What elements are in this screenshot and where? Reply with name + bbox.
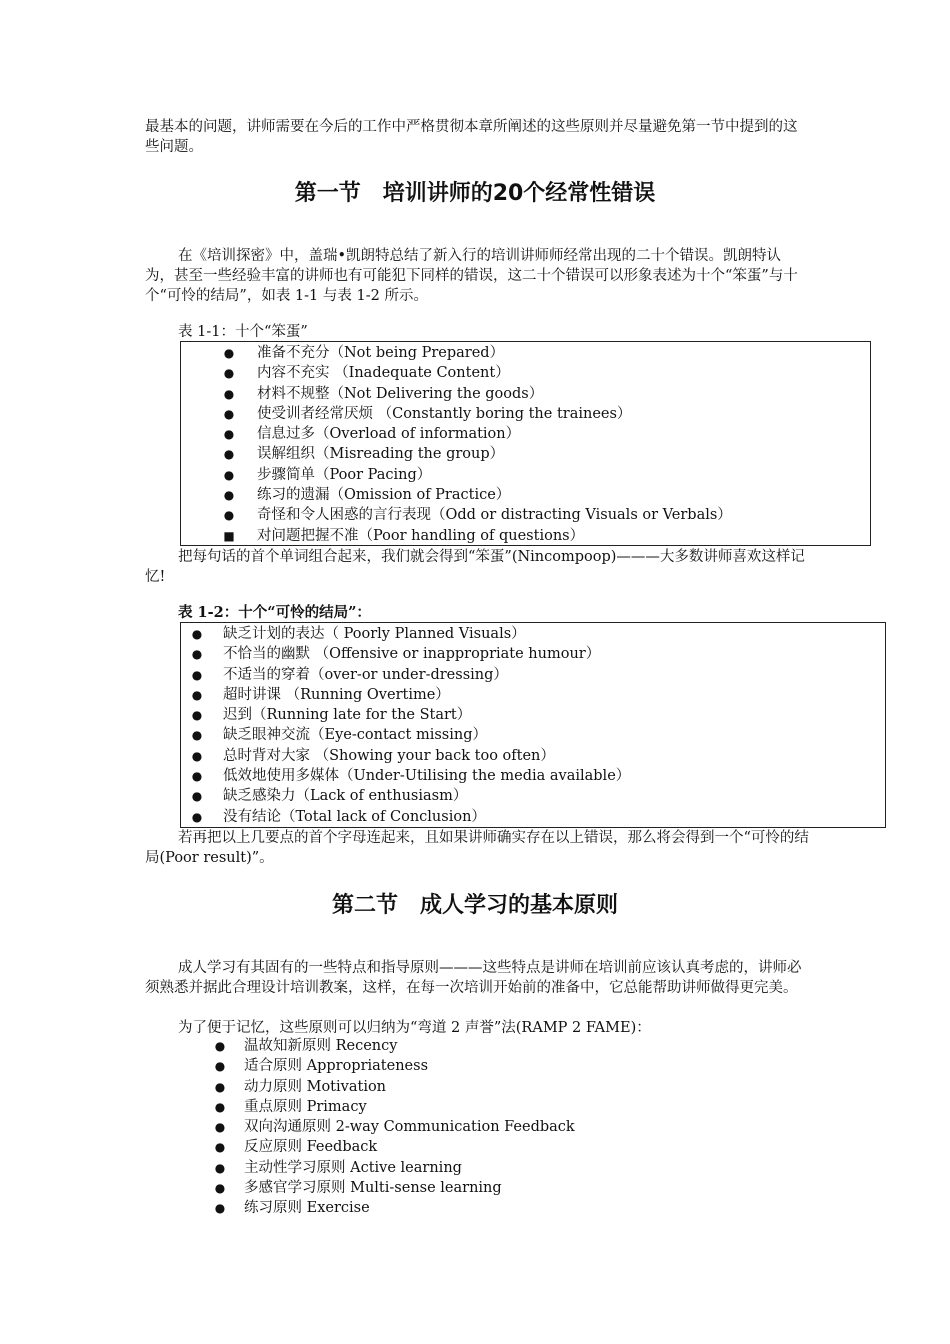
- bullet-icon: ●: [214, 1160, 226, 1175]
- list-item: [181, 485, 870, 505]
- list-item-text: 迟到（Running late for the Start）: [223, 707, 472, 724]
- list-item-text: 不恰当的幽默 （Offensive or inappropriate humour）: [223, 646, 601, 663]
- list-item-text: 缺乏计划的表达（ Poorly Planned Visuals）: [223, 626, 526, 642]
- bullet-icon: ●: [214, 1120, 226, 1135]
- bullet-icon: ●: [223, 346, 235, 360]
- list-item-text: 步骤简单（Poor Pacing）: [257, 466, 432, 483]
- bullet-icon: ●: [223, 386, 235, 401]
- table1-caption: 表 1-1：十个“笨蛋”: [178, 324, 308, 340]
- list-item-text: 动力原则 Motivation: [244, 1078, 387, 1095]
- bullet-icon: ●: [223, 427, 235, 442]
- list-item-text: 重点原则 Primacy: [244, 1098, 367, 1115]
- list-item-text: 温故知新原则 Recency: [244, 1038, 398, 1054]
- table1-box: [180, 341, 871, 546]
- list-item-text: 误解组织（Misreading the group）: [257, 446, 505, 463]
- intro-paragraph: 最基本的问题，讲师需要在今后的工作中严格贯彻本章所阐述的这些原则并尽量避免第一节中提到的这些问题。: [145, 119, 798, 155]
- bullet-icon: ●: [214, 1140, 226, 1155]
- table1-list: [181, 343, 870, 546]
- list-item: [210, 1198, 810, 1218]
- list-item: [181, 505, 870, 525]
- section1-title: 第一节 培训讲师的20个经常性错误: [294, 181, 656, 206]
- table1-note: 把每句话的首个单词组合起来，我们就会得到“笨蛋”(Nincompoop)———大多数讲师喜欢这样记忆!: [145, 549, 805, 585]
- table2-box: [180, 622, 886, 828]
- list-item: [210, 1117, 810, 1137]
- list-item: [181, 786, 885, 806]
- bullet-icon: ●: [214, 1099, 226, 1114]
- list-item-text: 奇怪和令人困惑的言行表现（Odd or distracting Visuals or Verbals）: [257, 507, 732, 524]
- list-item-text: 反应原则 Feedback: [244, 1139, 378, 1156]
- list-item: [181, 444, 870, 464]
- list-item: [181, 665, 885, 685]
- bullet-icon: ●: [191, 748, 203, 763]
- bullet-icon: ●: [191, 708, 203, 723]
- section2-paragraph2: 为了便于记忆，这些原则可以归纳为“弯道 2 声誉”法(RAMP 2 FAME)：: [178, 1020, 651, 1036]
- list-item-text: 多感官学习原则 Multi-sense learning: [244, 1180, 502, 1197]
- bullet-icon: ●: [191, 627, 203, 641]
- bullet-icon: ●: [214, 1039, 226, 1053]
- list-item: [210, 1158, 810, 1178]
- list-item-text: 缺乏眼神交流（Eye-contact missing）: [223, 727, 488, 744]
- list-item: [181, 526, 870, 546]
- bullet-icon: ●: [223, 447, 235, 462]
- bullet-icon: ●: [223, 467, 235, 482]
- list-item-text: 缺乏感染力（Lack of enthusiasm）: [223, 788, 468, 805]
- section1-paragraph: 在《培训探密》中，盖瑞•凯朗特总结了新入行的培训讲师师经常出现的二十个错误。凯朗特认为，甚至一些经验丰富的讲师也有可能犯下同样的错误，这二十个错误可以形象表述为十个“笨蛋”与十个“可怜的结局”，如表 1-1 与表 1-2 所示。: [145, 248, 798, 304]
- principles-list-wrap: [210, 1036, 810, 1219]
- list-item: [210, 1097, 810, 1117]
- bullet-icon: ●: [191, 809, 203, 824]
- bullet-icon: ●: [223, 406, 235, 421]
- list-item-text: 对问题把握不准（Poor handling of questions）: [257, 527, 585, 544]
- bullet-icon: ●: [223, 508, 235, 523]
- table2-caption: 表 1-2：十个“可怜的结局”：: [178, 604, 371, 621]
- list-item: [210, 1036, 810, 1056]
- list-item: [181, 766, 885, 786]
- list-item-text: 练习原则 Exercise: [244, 1200, 370, 1217]
- section2-title: 第二节 成人学习的基本原则: [331, 893, 618, 918]
- list-item-text: 没有结论（Total lack of Conclusion）: [223, 808, 486, 825]
- bullet-icon: ●: [191, 667, 203, 682]
- table2-list: [181, 624, 885, 827]
- bullet-icon: ●: [191, 769, 203, 784]
- list-item: [181, 424, 870, 444]
- list-item: [181, 404, 870, 424]
- list-item: [210, 1077, 810, 1097]
- list-item-text: 准备不充分（Not being Prepared）: [257, 345, 505, 361]
- table2-note: 若再把以上几要点的首个字母连起来，且如果讲师确实存在以上错误，那么将会得到一个“可怜的结局(Poor result)”。: [145, 830, 809, 866]
- list-item-text: 使受训者经常厌烦 （Constantly boring the trainees）: [257, 405, 632, 422]
- list-item: [181, 384, 870, 404]
- list-item-text: 材料不规整（Not Delivering the goods）: [257, 385, 544, 402]
- square-bullet-icon: ■: [223, 528, 235, 543]
- list-item-text: 不适当的穿着（over-or under-dressing）: [223, 666, 508, 683]
- principles-list: [210, 1036, 810, 1219]
- list-item-text: 主动性学习原则 Active learning: [244, 1159, 462, 1176]
- bullet-icon: ●: [191, 687, 203, 702]
- list-item: [210, 1056, 810, 1076]
- bullet-icon: ●: [214, 1079, 226, 1094]
- list-item: [181, 725, 885, 745]
- list-item: [181, 644, 885, 664]
- bullet-icon: ●: [214, 1181, 226, 1196]
- list-item-text: 信息过多（Overload of information）: [257, 426, 521, 443]
- list-item-text: 低效地使用多媒体（Under-Utilising the media available）: [223, 768, 631, 785]
- list-item: [181, 705, 885, 725]
- list-item-text: 双向沟通原则 2-way Communication Feedback: [244, 1119, 575, 1136]
- bullet-icon: ●: [214, 1201, 226, 1216]
- list-item: [181, 624, 885, 644]
- bullet-icon: ●: [223, 366, 235, 381]
- list-item: [181, 343, 870, 363]
- list-item-text: 内容不充实 （Inadequate Content）: [257, 365, 510, 382]
- list-item: [210, 1178, 810, 1198]
- bullet-icon: ●: [191, 728, 203, 743]
- list-item: [181, 746, 885, 766]
- section2-paragraph1: 成人学习有其固有的一些特点和指导原则———这些特点是讲师在培训前应该认真考虑的，讲师必须熟悉并据此合理设计培训教案，这样，在每一次培训开始前的准备中，它总能帮助讲师做得更完美。: [145, 960, 802, 996]
- bullet-icon: ●: [214, 1059, 226, 1074]
- list-item-text: 适合原则 Appropriateness: [244, 1058, 429, 1075]
- list-item: [181, 363, 870, 383]
- bullet-icon: ●: [191, 789, 203, 804]
- list-item: [181, 465, 870, 485]
- list-item: [181, 685, 885, 705]
- list-item-text: 超时讲课 （Running Overtime）: [223, 686, 450, 703]
- bullet-icon: ●: [223, 488, 235, 503]
- list-item-text: 练习的遗漏（Omission of Practice）: [257, 487, 511, 504]
- list-item: [181, 807, 885, 827]
- list-item-text: 总时背对大家 （Showing your back too often）: [223, 747, 555, 764]
- bullet-icon: ●: [191, 647, 203, 662]
- list-item: [210, 1137, 810, 1157]
